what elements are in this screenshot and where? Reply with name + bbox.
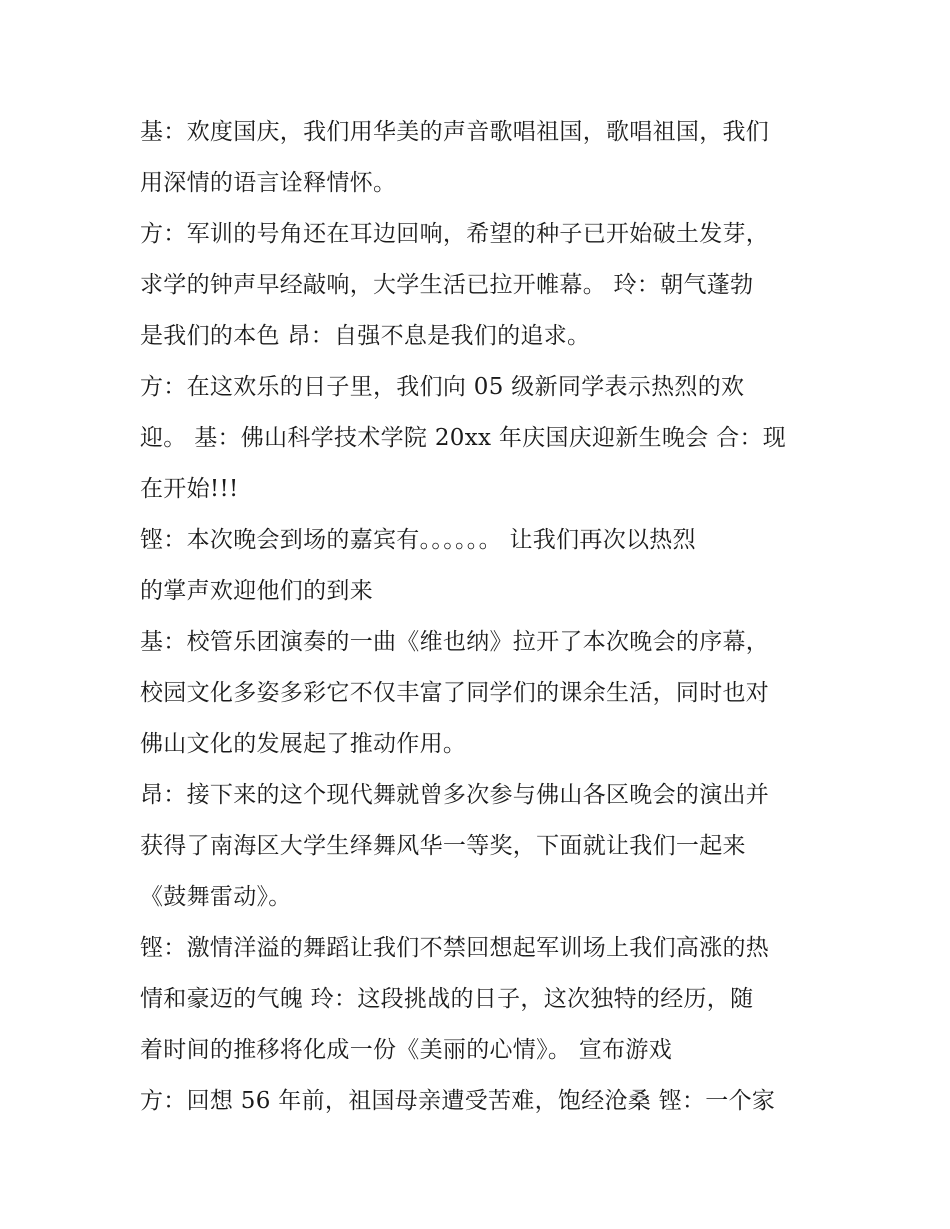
text-line: 是我们的本色 昂：自强不息是我们的追求。 [140, 323, 591, 349]
text-line: 用深情的语言诠释情怀。 [140, 170, 397, 196]
text-line: 基：校管乐团演奏的一曲《维也纳》拉开了本次晚会的序幕， [140, 629, 770, 655]
text-line: 《鼓舞雷动》。 [140, 884, 292, 910]
text-line: 的掌声欢迎他们的到来 [140, 578, 373, 604]
text-line: 情和豪迈的气魄 玲：这段挑战的日子，这次独特的经历，随 [140, 986, 754, 1012]
text-line: 着时间的推移将化成一份《美丽的心情》。 宣布游戏 [140, 1037, 673, 1063]
text-line: 方：在这欢乐的日子里，我们向 05 级新同学表示热烈的欢 [140, 374, 745, 400]
text-line: 在开始!!! [140, 476, 239, 502]
text-line: 迎。 基：佛山科学技术学院 20xx 年庆国庆迎新生晚会 合：现 [140, 425, 787, 451]
text-line: 校园文化多姿多彩它不仅丰富了同学们的课余生活，同时也对 [140, 680, 770, 706]
text-line: 铿：激情洋溢的舞蹈让我们不禁回想起军训场上我们高涨的热 [140, 935, 770, 961]
text-line: 获得了南海区大学生绎舞风华一等奖，下面就让我们一起来 [140, 833, 746, 859]
text-line: 方：回想 56 年前，祖国母亲遭受苦难，饱经沧桑 铿：一个家 [140, 1088, 776, 1114]
text-line: 佛山文化的发展起了推动作用。 [140, 731, 467, 757]
text-line: 昂：接下来的这个现代舞就曾多次参与佛山各区晚会的演出并 [140, 782, 770, 808]
text-line: 求学的钟声早经敲响，大学生活已拉开帷幕。 玲：朝气蓬勃 [140, 272, 754, 298]
text-line: 方：军训的号角还在耳边回响，希望的种子已开始破土发芽， [140, 221, 770, 247]
text-line: 基：欢度国庆，我们用华美的声音歌唱祖国，歌唱祖国，我们 [140, 119, 770, 145]
script-text [140, 107, 820, 1127]
text-line: 铿：本次晚会到场的嘉宾有。。。。。。 让我们再次以热烈 [140, 527, 696, 553]
